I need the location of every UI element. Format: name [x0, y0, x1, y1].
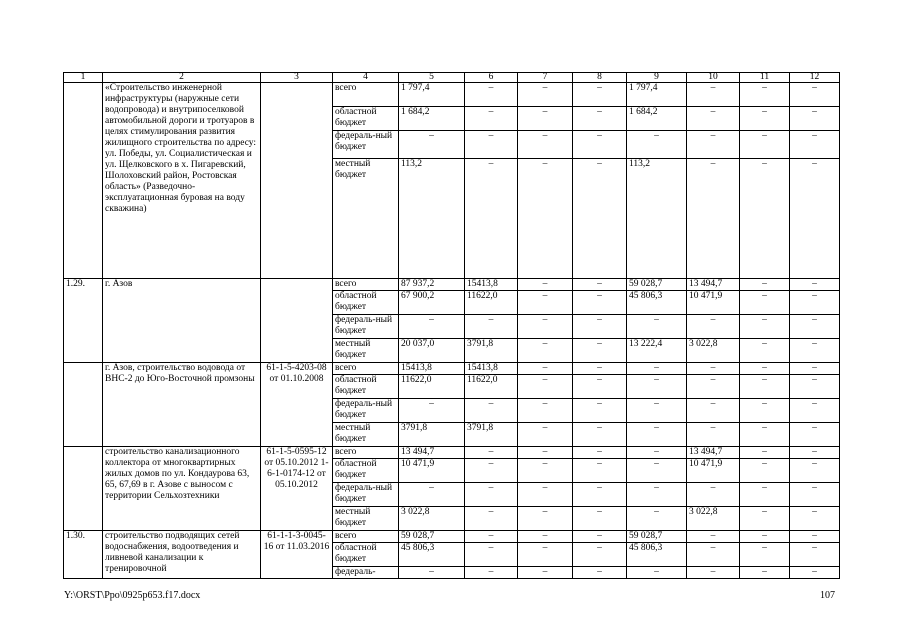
amount-cell: –: [573, 131, 627, 159]
amount-cell: –: [573, 567, 627, 579]
amount-cell: –: [465, 567, 518, 579]
column-header: 3: [261, 73, 333, 83]
amount-cell: –: [687, 531, 740, 543]
row-number: [64, 447, 103, 531]
amount-cell: –: [573, 291, 627, 315]
amount-cell: 45 806,3: [627, 543, 687, 567]
amount-cell: –: [573, 399, 627, 423]
amount-cell: 45 806,3: [627, 291, 687, 315]
expertise-code: [261, 83, 333, 279]
object-name: строительство канализационного коллектора от многоквартирных жилых домов по ул. Кондаурова 63, 65, 67,69 в г. Азове с выносом с территории Сельхозтехники: [103, 447, 261, 531]
amount-cell: –: [573, 107, 627, 131]
table-row: [64, 83, 840, 107]
amount-cell: 15413,8: [465, 363, 518, 375]
funding-source: областной бюджет: [333, 543, 399, 567]
amount-cell: 1 684,2: [627, 107, 687, 131]
amount-cell: 87 937,2: [399, 279, 465, 291]
amount-cell: –: [573, 279, 627, 291]
funding-source: всего: [333, 279, 399, 291]
amount-cell: 1 684,2: [399, 107, 465, 131]
amount-cell: –: [399, 567, 465, 579]
funding-source: областной бюджет: [333, 375, 399, 399]
amount-cell: –: [790, 339, 840, 363]
amount-cell: –: [518, 447, 573, 459]
amount-cell: –: [465, 543, 518, 567]
funding-source: всего: [333, 531, 399, 543]
row-number: 1.30.: [64, 531, 103, 579]
object-name: г. Азов, строительство водовода от ВНС-2 до Юго-Восточной промзоны: [103, 363, 261, 447]
amount-cell: 1 797,4: [627, 83, 687, 107]
table-row: [64, 447, 840, 459]
amount-cell: 10 471,9: [687, 291, 740, 315]
object-name: г. Азов: [103, 279, 261, 363]
amount-cell: 10 471,9: [687, 459, 740, 483]
amount-cell: –: [518, 531, 573, 543]
amount-cell: 11622,0: [465, 375, 518, 399]
amount-cell: –: [573, 423, 627, 447]
amount-cell: 67 900,2: [399, 291, 465, 315]
amount-cell: –: [790, 159, 840, 279]
amount-cell: –: [573, 363, 627, 375]
amount-cell: –: [573, 447, 627, 459]
amount-cell: 1 797,4: [399, 83, 465, 107]
amount-cell: –: [465, 83, 518, 107]
column-header: 11: [740, 73, 790, 83]
amount-cell: –: [518, 107, 573, 131]
table-row: [64, 279, 840, 291]
amount-cell: –: [627, 399, 687, 423]
object-name: строительство подводящих сетей водоснабжения, водоотведения и ливневой канализации к тренировочной: [103, 531, 261, 579]
funding-source: местный бюджет: [333, 339, 399, 363]
amount-cell: –: [573, 543, 627, 567]
amount-cell: –: [740, 423, 790, 447]
funding-source: всего: [333, 83, 399, 107]
amount-cell: –: [518, 459, 573, 483]
amount-cell: 59 028,7: [627, 531, 687, 543]
amount-cell: –: [573, 459, 627, 483]
amount-cell: –: [399, 315, 465, 339]
amount-cell: –: [740, 131, 790, 159]
amount-cell: –: [465, 531, 518, 543]
amount-cell: –: [518, 291, 573, 315]
amount-cell: –: [740, 83, 790, 107]
column-header: 7: [518, 73, 573, 83]
object-name: «Строительство инженерной инфраструктуры (наружные сети водопровода) и внутрипоселковой автомобильной дороги и тротуаров в целях стимулирования развития жилищного строительства по адресу: ул. Победы, ул. Социалистическая и ул. Щелковского в х. Пигаревский, Шолоховский район, Ростовская область» (Разведочно-эксплуатационная буровая на воду скважина): [103, 83, 261, 279]
funding-source: областной бюджет: [333, 291, 399, 315]
amount-cell: –: [573, 315, 627, 339]
amount-cell: –: [465, 459, 518, 483]
amount-cell: 3 022,8: [687, 507, 740, 531]
table-row: [64, 531, 840, 543]
amount-cell: –: [790, 567, 840, 579]
amount-cell: 3791,8: [465, 339, 518, 363]
amount-cell: –: [687, 83, 740, 107]
amount-cell: –: [518, 279, 573, 291]
amount-cell: –: [687, 375, 740, 399]
amount-cell: –: [399, 399, 465, 423]
amount-cell: –: [790, 543, 840, 567]
amount-cell: –: [740, 279, 790, 291]
amount-cell: –: [518, 543, 573, 567]
amount-cell: –: [573, 507, 627, 531]
amount-cell: –: [790, 399, 840, 423]
amount-cell: –: [465, 107, 518, 131]
amount-cell: –: [740, 543, 790, 567]
funding-source: местный бюджет: [333, 507, 399, 531]
amount-cell: –: [740, 507, 790, 531]
amount-cell: –: [518, 483, 573, 507]
amount-cell: 3 022,8: [399, 507, 465, 531]
funding-source: всего: [333, 447, 399, 459]
amount-cell: –: [518, 339, 573, 363]
column-header: 1: [64, 73, 103, 83]
amount-cell: –: [687, 567, 740, 579]
budget-table: [63, 72, 840, 579]
amount-cell: 113,2: [399, 159, 465, 279]
amount-cell: 45 806,3: [399, 543, 465, 567]
amount-cell: 13 222,4: [627, 339, 687, 363]
amount-cell: –: [687, 107, 740, 131]
row-number: [64, 363, 103, 447]
amount-cell: –: [790, 107, 840, 131]
amount-cell: –: [687, 423, 740, 447]
amount-cell: 113,2: [627, 159, 687, 279]
column-header: 10: [687, 73, 740, 83]
amount-cell: 59 028,7: [399, 531, 465, 543]
funding-source: местный бюджет: [333, 159, 399, 279]
amount-cell: 15413,8: [465, 279, 518, 291]
amount-cell: 3 022,8: [687, 339, 740, 363]
amount-cell: –: [790, 483, 840, 507]
amount-cell: –: [790, 363, 840, 375]
amount-cell: –: [573, 375, 627, 399]
amount-cell: –: [790, 315, 840, 339]
amount-cell: –: [518, 315, 573, 339]
column-header: 5: [399, 73, 465, 83]
amount-cell: 3791,8: [465, 423, 518, 447]
amount-cell: –: [573, 83, 627, 107]
amount-cell: 11622,0: [465, 291, 518, 315]
amount-cell: 13 494,7: [399, 447, 465, 459]
amount-cell: 13 494,7: [687, 279, 740, 291]
amount-cell: –: [518, 83, 573, 107]
funding-source: местный бюджет: [333, 423, 399, 447]
amount-cell: –: [790, 423, 840, 447]
file-path: Y:\ORST\Ppo\0925p653.f17.docx: [64, 590, 201, 601]
amount-cell: –: [740, 159, 790, 279]
amount-cell: –: [687, 159, 740, 279]
funding-source: федераль-ный бюджет: [333, 315, 399, 339]
amount-cell: –: [465, 131, 518, 159]
amount-cell: –: [790, 375, 840, 399]
amount-cell: –: [740, 375, 790, 399]
table-row: [64, 363, 840, 375]
page-number: 107: [820, 590, 835, 601]
funding-source: областной бюджет: [333, 107, 399, 131]
amount-cell: –: [790, 131, 840, 159]
column-header: 9: [627, 73, 687, 83]
amount-cell: –: [790, 83, 840, 107]
amount-cell: 13 494,7: [687, 447, 740, 459]
amount-cell: –: [740, 291, 790, 315]
amount-cell: –: [687, 483, 740, 507]
amount-cell: –: [790, 459, 840, 483]
amount-cell: –: [518, 159, 573, 279]
amount-cell: –: [399, 483, 465, 507]
amount-cell: 15413,8: [399, 363, 465, 375]
amount-cell: –: [518, 131, 573, 159]
amount-cell: –: [518, 399, 573, 423]
amount-cell: –: [740, 531, 790, 543]
row-number: 1.29.: [64, 279, 103, 363]
column-header: 2: [103, 73, 261, 83]
amount-cell: –: [573, 531, 627, 543]
amount-cell: –: [627, 483, 687, 507]
column-header: 4: [333, 73, 399, 83]
amount-cell: –: [627, 131, 687, 159]
amount-cell: –: [465, 483, 518, 507]
funding-source: всего: [333, 363, 399, 375]
amount-cell: –: [687, 315, 740, 339]
funding-source: областной бюджет: [333, 459, 399, 483]
amount-cell: –: [627, 447, 687, 459]
amount-cell: –: [740, 459, 790, 483]
amount-cell: –: [740, 107, 790, 131]
amount-cell: –: [465, 315, 518, 339]
amount-cell: –: [687, 363, 740, 375]
amount-cell: –: [518, 567, 573, 579]
amount-cell: –: [627, 375, 687, 399]
amount-cell: –: [740, 447, 790, 459]
amount-cell: –: [740, 339, 790, 363]
amount-cell: –: [790, 279, 840, 291]
amount-cell: 10 471,9: [399, 459, 465, 483]
amount-cell: 20 037,0: [399, 339, 465, 363]
amount-cell: –: [465, 507, 518, 531]
amount-cell: –: [573, 159, 627, 279]
row-number: [64, 83, 103, 279]
expertise-code: [261, 279, 333, 363]
amount-cell: –: [627, 315, 687, 339]
amount-cell: –: [790, 291, 840, 315]
amount-cell: –: [465, 447, 518, 459]
amount-cell: –: [399, 131, 465, 159]
funding-source: федераль-ный бюджет: [333, 399, 399, 423]
amount-cell: 59 028,7: [627, 279, 687, 291]
amount-cell: –: [573, 339, 627, 363]
table-header-row: [64, 73, 840, 83]
funding-source: федераль-: [333, 567, 399, 579]
expertise-code: 61-1-5-4203-08 от 01.10.2008: [261, 363, 333, 447]
amount-cell: –: [740, 399, 790, 423]
amount-cell: –: [790, 447, 840, 459]
amount-cell: –: [518, 423, 573, 447]
amount-cell: –: [627, 459, 687, 483]
funding-source: федераль-ный бюджет: [333, 483, 399, 507]
column-header: 6: [465, 73, 518, 83]
amount-cell: –: [687, 543, 740, 567]
amount-cell: –: [627, 363, 687, 375]
amount-cell: –: [740, 483, 790, 507]
amount-cell: –: [627, 567, 687, 579]
amount-cell: 11622,0: [399, 375, 465, 399]
amount-cell: –: [518, 507, 573, 531]
expertise-code: 61-1-1-3-0045-16 от 11.03.2016: [261, 531, 333, 579]
amount-cell: –: [740, 363, 790, 375]
amount-cell: –: [465, 159, 518, 279]
amount-cell: –: [627, 423, 687, 447]
amount-cell: –: [465, 399, 518, 423]
amount-cell: –: [687, 131, 740, 159]
column-header: 8: [573, 73, 627, 83]
expertise-code: 61-1-5-0595-12 от 05.10.2012 1-6-1-0174-12 от 05.10.2012: [261, 447, 333, 531]
amount-cell: –: [573, 483, 627, 507]
amount-cell: –: [790, 531, 840, 543]
amount-cell: –: [627, 507, 687, 531]
amount-cell: 3791,8: [399, 423, 465, 447]
column-header: 12: [790, 73, 840, 83]
amount-cell: –: [687, 399, 740, 423]
amount-cell: –: [790, 507, 840, 531]
amount-cell: –: [518, 363, 573, 375]
funding-source: федераль-ный бюджет: [333, 131, 399, 159]
amount-cell: –: [740, 315, 790, 339]
amount-cell: –: [518, 375, 573, 399]
amount-cell: –: [740, 567, 790, 579]
